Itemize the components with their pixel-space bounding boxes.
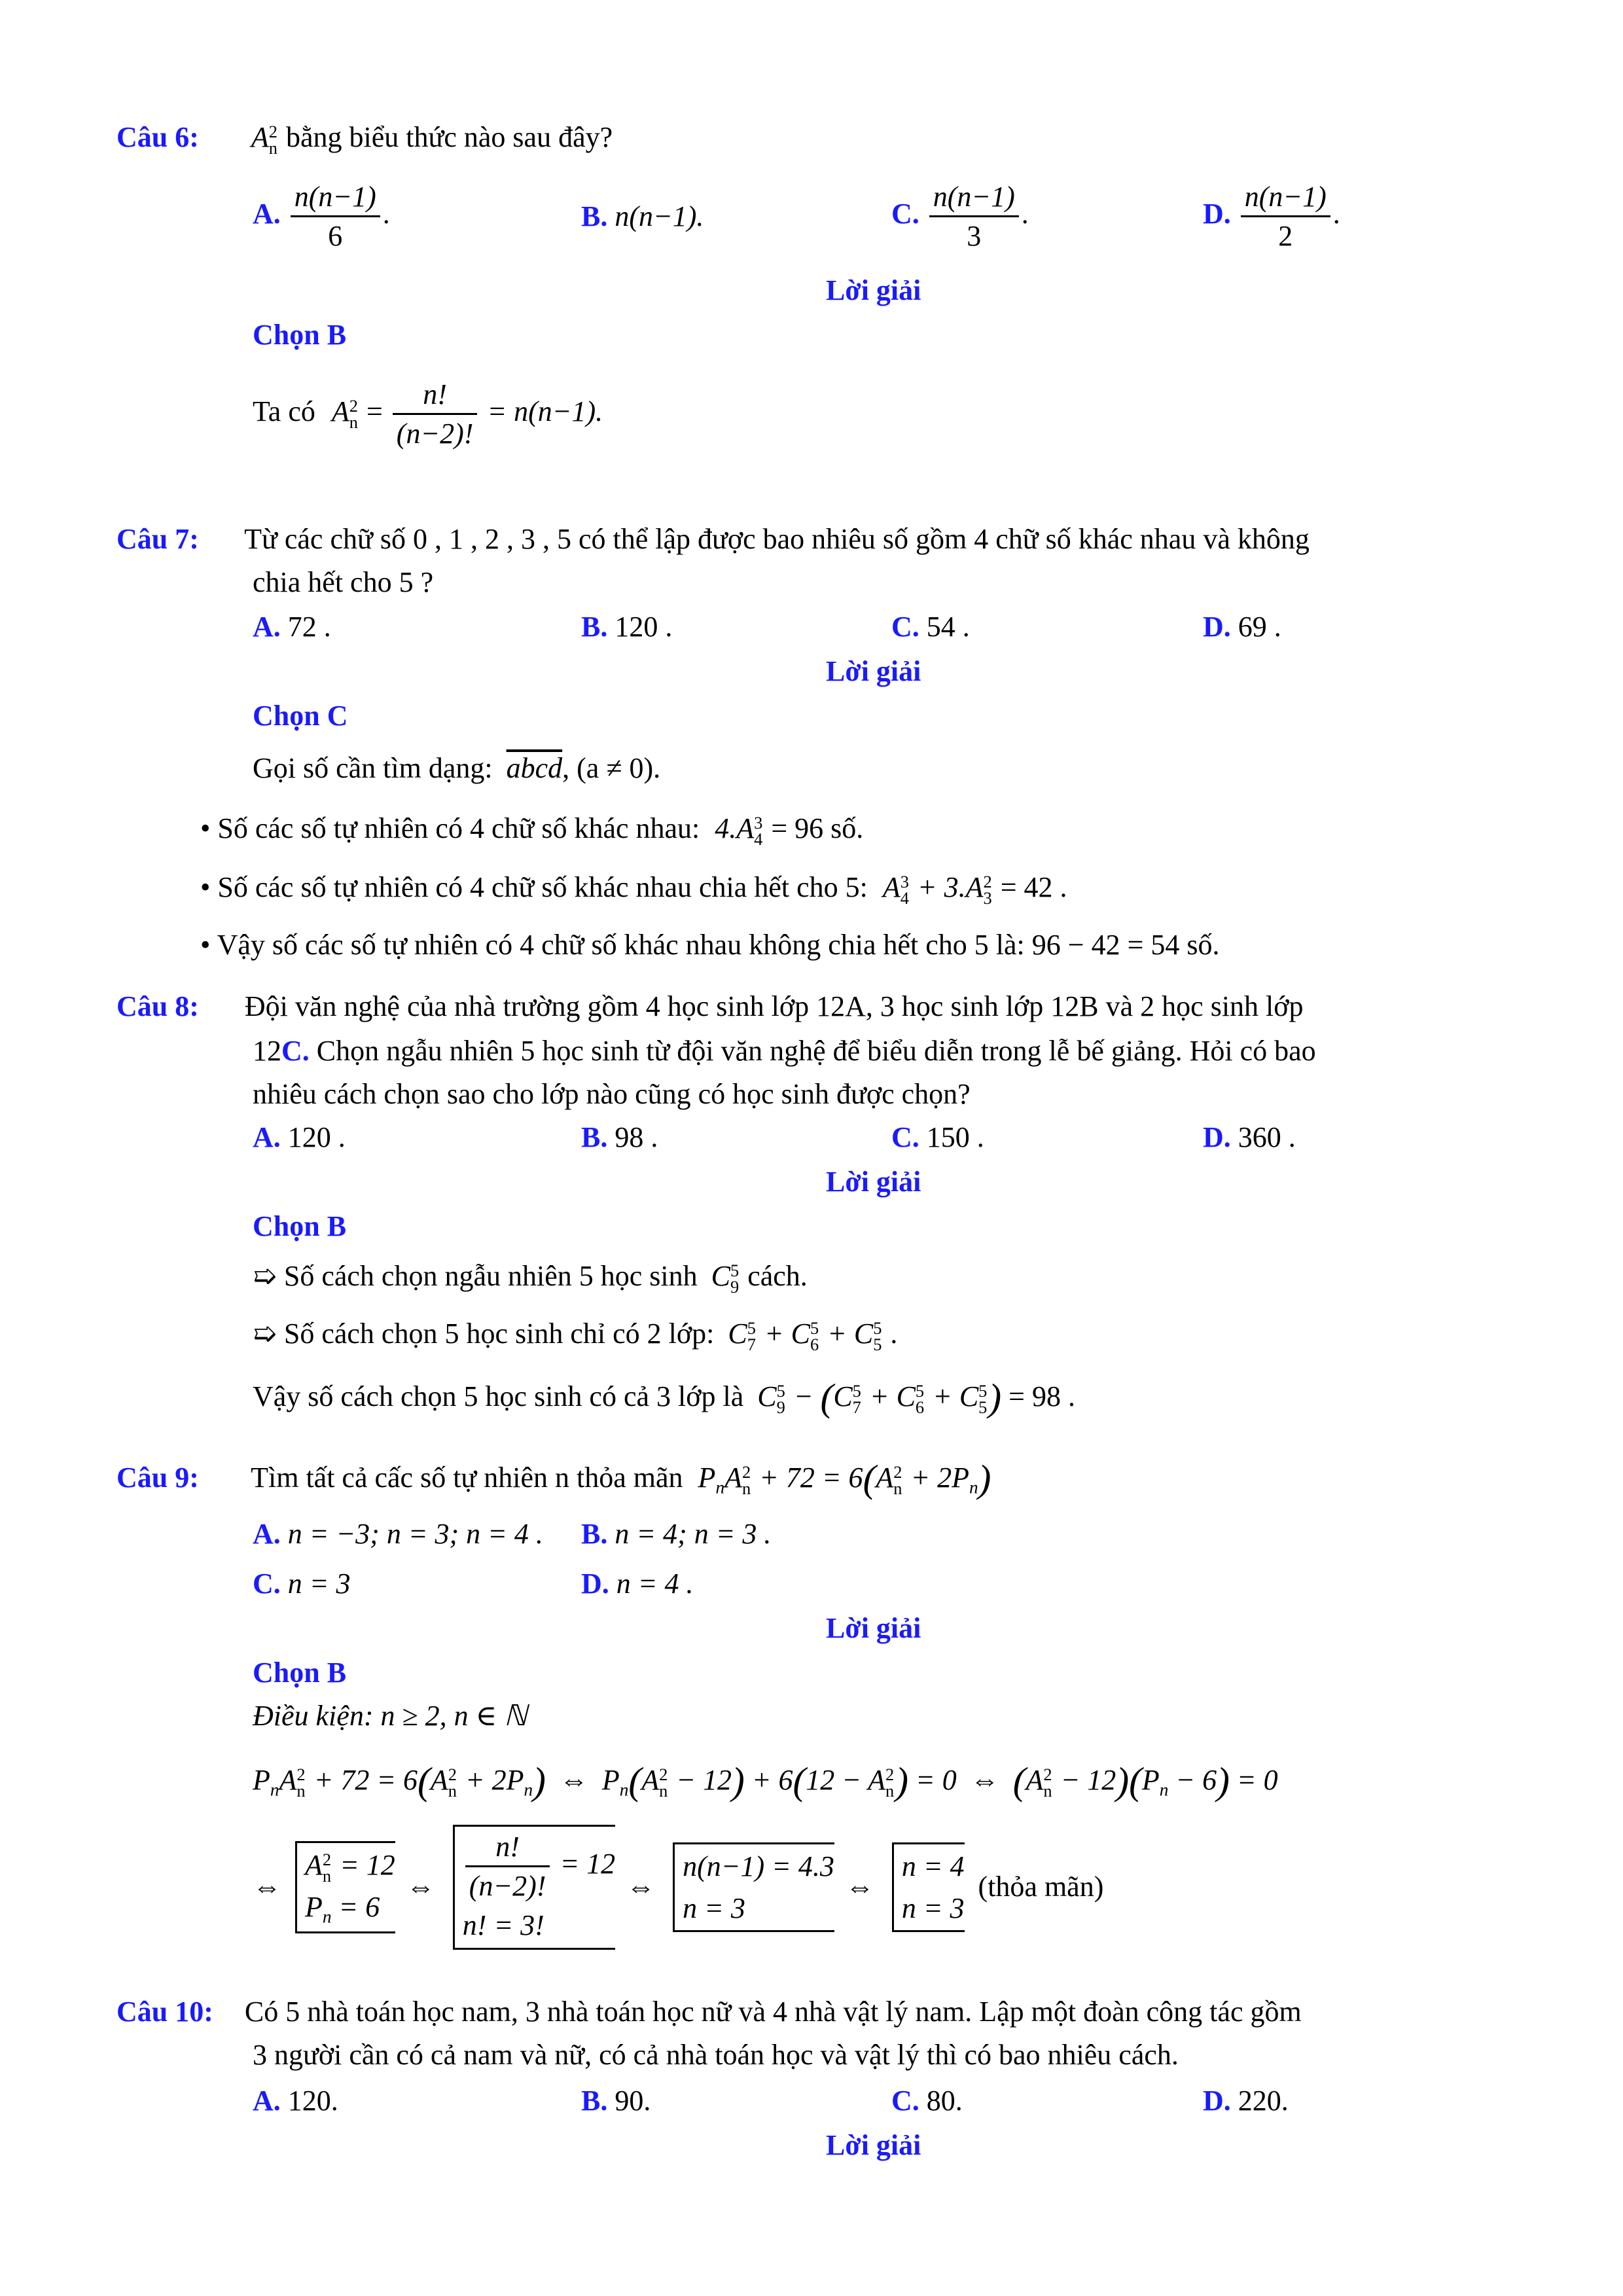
q9-choice: Chọn B [253, 1657, 347, 1689]
q6-option-c[interactable]: C. $\frac{n(n-1)}{3}$ . [891, 178, 1029, 255]
q10-label: Câu 10: [116, 1996, 213, 2028]
q7-bullet-1: • Số các số tự nhiên có 4 chữ số khác nhau: 4.A 3 4 = 96 số. [200, 812, 864, 849]
q8-solution-title: Lời giải [826, 1166, 921, 1198]
q7-label: Câu 7: [116, 523, 199, 555]
q8-choice: Chọn B [253, 1210, 347, 1242]
q9-option-d[interactable]: D. n = 4 . [581, 1568, 694, 1600]
q7-option-a[interactable]: A. 72 . [253, 611, 331, 643]
q7-stem-line2: chia hết cho 5 ? [253, 566, 434, 598]
bullet-icon: • [200, 871, 211, 903]
q8-stem-line3: nhiêu cách chọn sao cho lớp nào cũng có học sinh được chọn? [253, 1078, 971, 1110]
q8-option-d[interactable]: D. 360 . [1203, 1121, 1296, 1153]
q7-choice: Chọn C [253, 700, 348, 732]
q7-option-c[interactable]: C. 54 . [891, 611, 970, 643]
q7-option-b[interactable]: B. 120 . [581, 611, 673, 643]
q8-option-c[interactable]: C. 150 . [891, 1121, 984, 1153]
case-bracket-3: n(n−1) = 4.3 n = 3 [673, 1842, 834, 1933]
q10-option-c[interactable]: C. 80. [891, 2085, 963, 2117]
q6-symbol: A 2 n [251, 121, 277, 158]
q9-equation: $P_nA$ 2 n + 72 = 6(A 2 n + $2P_n$) ⇔ $P_n(A$ 2 n − 12) + 6(12 − A 2 n ) = 0 ⇔ (A 2 n − $12)(P_n - 6) = 0$ [253, 1759, 1278, 1803]
q6-explanation: Ta có A 2 n = $\frac{n!}{(n-2)!}$ = n(n−1). [253, 376, 603, 452]
q7-stem: Câu 7: Từ các chữ số 0 , 1 , 2 , 3 , 5 có thể lập được bao nhiêu số gồm 4 chữ số khác nhau và không [116, 523, 1310, 555]
q6-choice: Chọn B [253, 319, 347, 351]
q6-stem: bằng biểu thức nào sau đây? [279, 121, 613, 153]
q9-equivalence-chain: ⇔ A 2 n = 12 $P_n = 6$ ⇔ $\frac{n!}{(n-2)!}$ = 12 n! = 3! ⇔ n(n−1) = 4.3 n = 3 ⇔ n = 4 n = 3 (thỏa mãn) [253, 1825, 1103, 1950]
q10-option-b[interactable]: B. 90. [581, 2085, 651, 2117]
q8-option-b[interactable]: B. 98 . [581, 1121, 658, 1153]
q8-label: Câu 8: [116, 990, 199, 1022]
q6-solution-title: Lời giải [826, 274, 921, 306]
q8-sol-line1: ➯ Số cách chọn ngẫu nhiên 5 học sinh C 5 9 cách. [253, 1260, 808, 1297]
q6-option-a[interactable]: A. $\frac{n(n-1)}{6}$ . [253, 178, 390, 255]
q10-option-d[interactable]: D. 220. [1203, 2085, 1289, 2117]
q7-option-d[interactable]: D. 69 . [1203, 611, 1281, 643]
q9-condition: Điều kiện: n ≥ 2, n ∈ ℕ [253, 1700, 527, 1732]
q8-sol-line3: Vậy số cách chọn 5 học sinh có cả 3 lớp là C 5 9 − (C 5 7 + C 5 6 + C 5 5 ) = 98 . [253, 1376, 1075, 1419]
q9-option-c[interactable]: C. n = 3 [253, 1568, 351, 1600]
q10-stem: Câu 10: Có 5 nhà toán học nam, 3 nhà toán học nữ và 4 nhà vật lý nam. Lập một đoàn công tác gồm [116, 1996, 1302, 2028]
q6-label: Câu 6: [116, 121, 199, 153]
q9-solution-title: Lời giải [826, 1612, 921, 1644]
q10-solution-title: Lời giải [826, 2129, 921, 2161]
q9-option-b[interactable]: B. n = 4; n = 3 . [581, 1518, 772, 1550]
q9-label: Câu 9: [116, 1461, 199, 1494]
q7-solution-title: Lời giải [826, 655, 921, 687]
q6-header [116, 120, 613, 156]
q6-option-d[interactable]: D. $\frac{n(n-1)}{2}$ . [1203, 178, 1340, 255]
q6-option-b[interactable]: B. n(n−1). [581, 200, 704, 232]
q8-option-a[interactable]: A. 120 . [253, 1121, 346, 1153]
q7-sol-line1: Gọi số cần tìm dạng: abcd, (a ≠ 0). [253, 752, 661, 784]
q7-bullet-2: • Số các số tự nhiên có 4 chữ số khác nhau chia hết cho 5: A 3 4 + 3.A 2 3 = 42 . [200, 871, 1067, 908]
q8-stem: Câu 8: Đội văn nghệ của nhà trường gồm 4 học sinh lớp 12A, 3 học sinh lớp 12B và 2 học sinh lớp [116, 990, 1304, 1022]
arrow-icon: ➯ [253, 1318, 277, 1350]
case-bracket-4: n = 4 n = 3 [892, 1842, 965, 1933]
q8-stem-line2: 12C. Chọn ngẫu nhiên 5 học sinh từ đội văn nghệ để biểu diễn trong lễ bế giảng. Hỏi có bao [253, 1035, 1316, 1067]
case-bracket-1: A 2 n = 12 $P_n = 6$ [295, 1841, 395, 1933]
q10-stem-line2: 3 người cần có cả nam và nữ, có cả nhà toán học và vật lý thì có bao nhiêu cách. [253, 2039, 1179, 2071]
case-bracket-2: $\frac{n!}{(n-2)!}$ = 12 n! = 3! [453, 1825, 615, 1950]
arrow-icon: ➯ [253, 1260, 277, 1292]
bullet-icon: • [200, 812, 211, 844]
q8-sol-line2: ➯ Số cách chọn 5 học sinh chỉ có 2 lớp: C 5 7 + C 5 6 + C 5 5 . [253, 1318, 898, 1354]
q10-option-a[interactable]: A. 120. [253, 2085, 338, 2117]
q7-bullet-3: • Vậy số các số tự nhiên có 4 chữ số khác nhau không chia hết cho 5 là: 96 − 42 = 54 số. [200, 929, 1220, 961]
bullet-icon: • [200, 929, 211, 961]
q9-stem: Câu 9: Tìm tất cả cấc số tự nhiên n thỏa mãn $P_nA$ 2 n + 72 = 6(A 2 n + $2P_n$) [116, 1457, 991, 1500]
q9-option-a[interactable]: A. n = −3; n = 3; n = 4 . [253, 1518, 543, 1550]
